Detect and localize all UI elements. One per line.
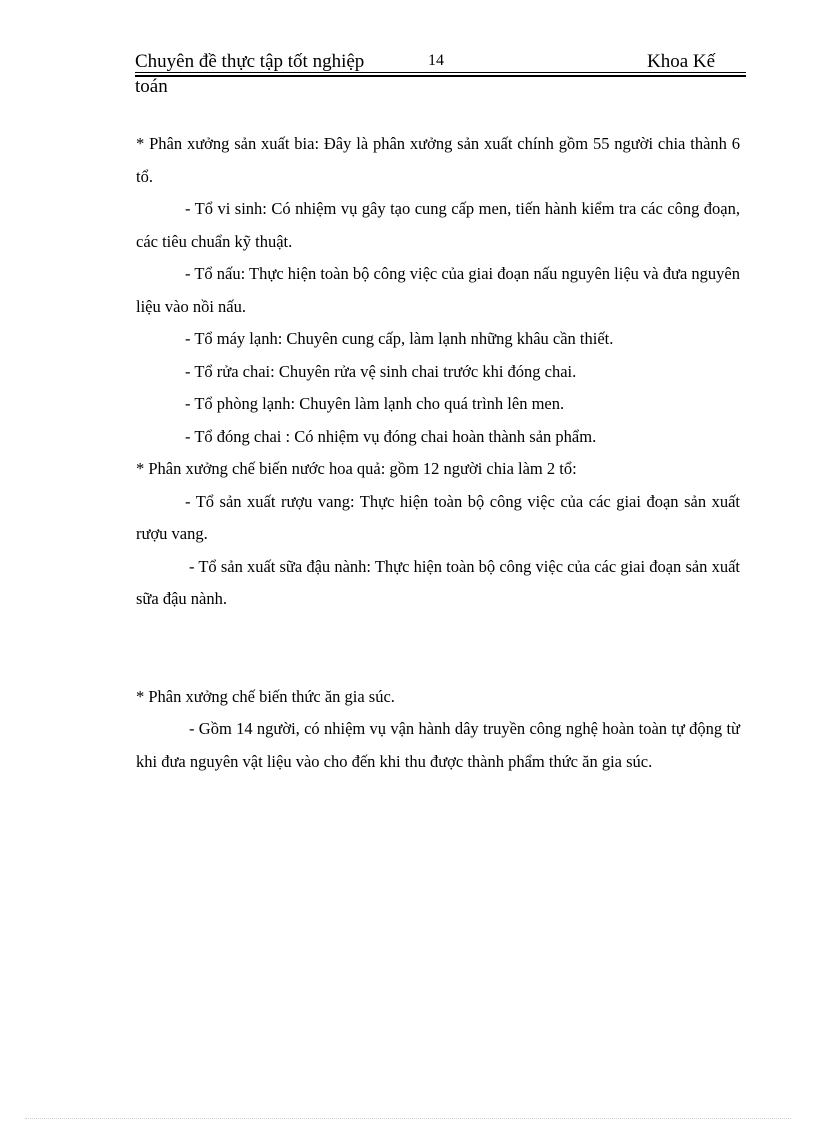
page-header [135, 50, 746, 74]
paragraph-spacer [136, 616, 740, 681]
paragraph-refrigeration-team: - Tổ máy lạnh: Chuyên cung cấp, làm lạnh những khâu cần thiết. [185, 329, 614, 348]
paragraph-feed-workshop-detail: - Gồm 14 người, có nhiệm vụ vận hành dây truyền công nghệ hoàn toàn tự động từ khi đưa nguyên vật liệu vào cho đến khi thu được thành phẩm thức ăn gia súc. [136, 719, 740, 771]
header-rule-thin [135, 72, 746, 73]
paragraph-wine-team: - Tổ sản xuất rượu vang: Thực hiện toàn bộ công việc của các giai đoạn sản xuất rượu vang. [136, 491, 740, 543]
paragraph-microbiology-team: - Tổ vi sinh: Có nhiệm vụ gây tạo cung cấp men, tiến hành kiểm tra các công đoạn, các tiêu chuẩn kỹ thuật. [136, 199, 740, 251]
paragraph-bottling-team: - Tổ đóng chai : Có nhiệm vụ đóng chai hoàn thành sản phẩm. [185, 426, 597, 446]
paragraph-feed-workshop: * Phân xưởng chế biến thức ăn gia súc. [136, 686, 395, 706]
document-body [136, 128, 740, 778]
header-rule-thick [135, 75, 746, 77]
header-faculty-continued: toán [135, 76, 168, 97]
paragraph-juice-workshop: * Phân xưởng chế biến nước hoa quả: gồm 12 người chia làm 2 tổ: [136, 459, 577, 478]
paragraph-beer-workshop: * Phân xưởng sản xuất bia: Đây là phân xưởng sản xuất chính gồm 55 người chia thành 6 tổ. [136, 134, 740, 186]
paragraph-cooking-team: - Tổ nấu: Thực hiện toàn bộ công việc của giai đoạn nấu nguyên liệu và đưa nguyên liệu vào nồi nấu. [136, 264, 740, 316]
header-document-title: Chuyên đề thực tập tốt nghiệp [135, 51, 365, 72]
header-page-number: 14 [428, 52, 444, 69]
paragraph-bottle-washing-team: - Tổ rửa chai: Chuyên rửa vệ sinh chai trước khi đóng chai. [185, 361, 577, 381]
page-bottom-border [25, 1118, 791, 1119]
paragraph-soymilk-team: - Tổ sản xuất sữa đậu nành: Thực hiện toàn bộ công việc của các giai đoạn sản xuất sữa đậu nành. [136, 556, 740, 608]
header-faculty: Khoa Kế [647, 51, 716, 72]
paragraph-cold-room-team: - Tổ phòng lạnh: Chuyên làm lạnh cho quá trình lên men. [185, 394, 565, 413]
